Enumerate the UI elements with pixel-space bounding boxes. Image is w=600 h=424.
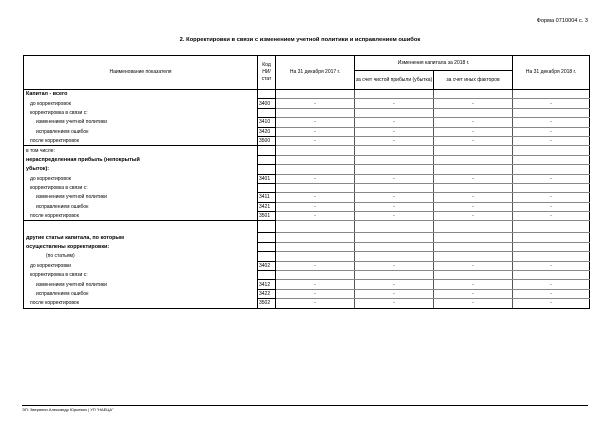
row-value	[276, 271, 355, 280]
row-value	[355, 108, 434, 117]
row-value: -	[434, 127, 513, 136]
row-value	[434, 165, 513, 174]
row-label: корректировка в связи с:	[24, 108, 258, 117]
table-row	[24, 155, 590, 164]
row-value: -	[355, 193, 434, 202]
row-value: -	[276, 127, 355, 136]
row-label: изменением учетной политики	[24, 118, 258, 127]
table-row	[24, 299, 590, 308]
row-value	[513, 221, 590, 233]
row-value	[434, 146, 513, 155]
row-value: -	[434, 99, 513, 108]
row-value: -	[355, 261, 434, 270]
row-code	[258, 146, 276, 155]
row-value	[355, 90, 434, 99]
row-code	[258, 108, 276, 117]
table-row	[24, 193, 590, 202]
row-code: 3410	[258, 118, 276, 127]
header-name: Наименование показателя	[24, 56, 258, 90]
row-value	[434, 90, 513, 99]
row-value	[513, 108, 590, 117]
row-code	[258, 165, 276, 174]
row-value: -	[434, 261, 513, 270]
row-label	[24, 221, 258, 233]
header-profit: за счет чистой прибыли (убытка)	[355, 71, 434, 90]
row-value: -	[513, 174, 590, 183]
table-row	[24, 146, 590, 155]
row-value: -	[276, 136, 355, 145]
row-label: осуществлены корректировки:	[24, 242, 258, 251]
row-value	[434, 242, 513, 251]
row-value	[513, 271, 590, 280]
header-code: Код НИ/стат	[258, 56, 276, 90]
header-date-2018: На 31 декабря 2018 г.	[513, 56, 590, 90]
row-code	[258, 252, 276, 261]
row-code: 3400	[258, 99, 276, 108]
row-value: -	[355, 289, 434, 298]
row-label: после корректировок	[24, 299, 258, 308]
row-value: -	[276, 202, 355, 211]
row-value	[355, 165, 434, 174]
row-value: -	[513, 99, 590, 108]
row-label: другие статьи капитала, по которым	[24, 233, 258, 242]
form-code: Форма 0710004 с. 3	[536, 18, 588, 24]
table-row	[24, 252, 590, 261]
row-label: (по статьям)	[24, 252, 258, 261]
row-value	[355, 221, 434, 233]
row-value	[276, 165, 355, 174]
row-value: -	[276, 174, 355, 183]
row-value	[355, 146, 434, 155]
row-value: -	[355, 280, 434, 289]
row-code	[258, 242, 276, 251]
row-value: -	[355, 136, 434, 145]
row-value: -	[276, 118, 355, 127]
row-value	[434, 108, 513, 117]
row-label: Капитал - всего	[24, 90, 258, 99]
row-value: -	[355, 174, 434, 183]
row-code: 3411	[258, 193, 276, 202]
table-row	[24, 271, 590, 280]
row-value: -	[513, 261, 590, 270]
row-value	[276, 108, 355, 117]
row-label: до корректировок	[24, 174, 258, 183]
row-label: исправлением ошибок	[24, 127, 258, 136]
row-code	[258, 221, 276, 233]
table-row	[24, 183, 590, 192]
row-value	[513, 155, 590, 164]
row-code: 3420	[258, 127, 276, 136]
row-value: -	[513, 193, 590, 202]
row-value	[276, 252, 355, 261]
row-value: -	[355, 99, 434, 108]
row-label: исправлением ошибок	[24, 289, 258, 298]
row-value: -	[355, 299, 434, 308]
table-row	[24, 165, 590, 174]
table-row	[24, 118, 590, 127]
row-value: -	[276, 193, 355, 202]
row-label: нераспределенная прибыль (непокрытый	[24, 155, 258, 164]
row-code: 3502	[258, 299, 276, 308]
row-value: -	[355, 118, 434, 127]
row-code: 3501	[258, 212, 276, 221]
row-code: 3412	[258, 280, 276, 289]
row-value: -	[355, 202, 434, 211]
row-value	[513, 90, 590, 99]
row-value	[276, 90, 355, 99]
row-value: -	[434, 202, 513, 211]
table-row	[24, 289, 590, 298]
row-value: -	[276, 299, 355, 308]
row-value: -	[276, 99, 355, 108]
table-row	[24, 108, 590, 117]
table-row	[24, 127, 590, 136]
row-value: -	[513, 127, 590, 136]
row-code: 3401	[258, 174, 276, 183]
row-value	[276, 221, 355, 233]
row-value: -	[513, 289, 590, 298]
row-value	[434, 221, 513, 233]
corrections-table	[23, 55, 590, 309]
table-row	[24, 99, 590, 108]
row-label: корректировка в связи с:	[24, 271, 258, 280]
row-value: -	[434, 212, 513, 221]
row-value: -	[276, 212, 355, 221]
table-row	[24, 202, 590, 211]
row-code	[258, 271, 276, 280]
row-value	[434, 183, 513, 192]
row-value	[434, 252, 513, 261]
row-value	[276, 183, 355, 192]
row-label: до корректировки	[24, 261, 258, 270]
row-code	[258, 90, 276, 99]
row-value	[513, 242, 590, 251]
row-value	[276, 233, 355, 242]
page-title: 2. Корректировки в связи с изменением учетной политики и исправлением ошибок	[179, 37, 421, 43]
row-value	[513, 165, 590, 174]
table-row	[24, 261, 590, 270]
row-value: -	[434, 280, 513, 289]
row-value: -	[513, 202, 590, 211]
row-value: -	[276, 280, 355, 289]
header-changes: Изменения капитала за 2018 г.	[355, 56, 513, 71]
row-value	[434, 233, 513, 242]
row-label: изменением учетной политики	[24, 193, 258, 202]
table-row	[24, 136, 590, 145]
row-value: -	[434, 193, 513, 202]
row-value: -	[513, 280, 590, 289]
row-label: убыток):	[24, 165, 258, 174]
row-value	[434, 271, 513, 280]
row-label: после корректировок	[24, 136, 258, 145]
row-code	[258, 183, 276, 192]
row-label: в том числе:	[24, 146, 258, 155]
row-code	[258, 233, 276, 242]
header-date-2017: На 31 декабря 2017 г.	[276, 56, 355, 90]
table-row	[24, 221, 590, 233]
row-value	[276, 146, 355, 155]
row-label: корректировка в связи с:	[24, 183, 258, 192]
signature-footer: ЭП: Зверянин Александр Юрьевич | УП "НАЕЦА"	[22, 405, 588, 412]
table-row	[24, 212, 590, 221]
row-value: -	[513, 212, 590, 221]
row-value	[355, 233, 434, 242]
row-value: -	[513, 118, 590, 127]
row-value: -	[434, 136, 513, 145]
table-row	[24, 280, 590, 289]
row-label: исправлением ошибок	[24, 202, 258, 211]
row-value	[355, 271, 434, 280]
row-value: -	[513, 299, 590, 308]
row-value	[513, 252, 590, 261]
row-value	[355, 242, 434, 251]
row-value: -	[276, 261, 355, 270]
row-value: -	[434, 118, 513, 127]
header-other: за счет иных факторов	[434, 71, 513, 90]
table-row	[24, 233, 590, 242]
row-value: -	[355, 212, 434, 221]
row-code: 3402	[258, 261, 276, 270]
row-code: 3422	[258, 289, 276, 298]
row-value	[513, 233, 590, 242]
row-value	[276, 155, 355, 164]
row-code: 3421	[258, 202, 276, 211]
row-value: -	[434, 174, 513, 183]
row-value: -	[513, 136, 590, 145]
table-row	[24, 90, 590, 99]
row-value	[513, 183, 590, 192]
row-value: -	[434, 289, 513, 298]
row-value	[355, 155, 434, 164]
row-code: 3500	[258, 136, 276, 145]
table-row	[24, 242, 590, 251]
row-value: -	[276, 289, 355, 298]
row-value	[355, 183, 434, 192]
row-value	[355, 252, 434, 261]
row-value	[434, 155, 513, 164]
row-label: после корректировок	[24, 212, 258, 221]
row-value	[276, 242, 355, 251]
table-row	[24, 174, 590, 183]
row-label: изменением учетной политики	[24, 280, 258, 289]
row-value: -	[355, 127, 434, 136]
row-code	[258, 155, 276, 164]
row-value: -	[434, 299, 513, 308]
row-value	[513, 146, 590, 155]
row-label: до корректировок	[24, 99, 258, 108]
